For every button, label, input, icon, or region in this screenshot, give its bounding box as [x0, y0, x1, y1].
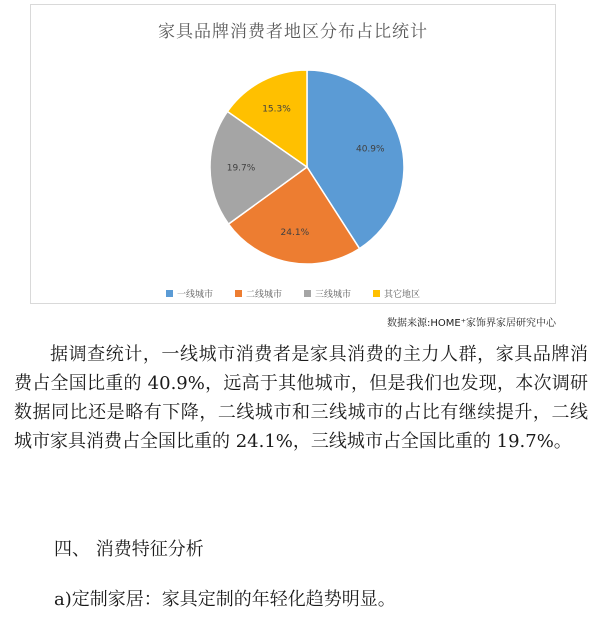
pie-chart — [30, 4, 556, 304]
chart-legend — [31, 287, 555, 300]
legend-swatch — [373, 290, 380, 297]
legend-item-4 — [373, 287, 420, 300]
sub-heading: a)定制家居：家具定制的年轻化趋势明显。 — [54, 589, 396, 610]
legend-swatch — [235, 290, 242, 297]
legend-item-1 — [166, 287, 213, 300]
pie-data-label-3: 19.7% — [226, 163, 256, 174]
legend-swatch — [166, 290, 173, 297]
pie-data-label-2: 24.1% — [280, 227, 310, 238]
legend-label: 三线城市 — [315, 290, 352, 300]
legend-label: 其它地区 — [384, 290, 421, 300]
legend-label: 一线城市 — [176, 290, 213, 300]
legend-label: 二线城市 — [245, 290, 282, 300]
legend-item-2 — [235, 287, 282, 300]
pie-data-label-4: 15.3% — [262, 104, 291, 115]
pie-data-label-1: 40.9% — [355, 144, 385, 155]
section-heading: 四、 消费特征分析 — [54, 539, 204, 560]
legend-item-3 — [304, 287, 351, 300]
pie-svg — [31, 5, 557, 305]
data-source: 数据来源:HOME⁺家饰界家居研究中心 — [387, 318, 556, 329]
body-paragraph: 据调查统计，一线城市消费者是家具消费的主力人群，家具品牌消费占全国比重的 40.9%，远高于其他城市，但是我们也发现，本次调研数据同比还是略有下降，二线城市和三线城市的占比有继续提升，二线城市家具消费占全国比重的 24.1%，三线城市占全国比重的 19.7%。 — [14, 344, 588, 452]
legend-swatch — [304, 290, 311, 297]
chart-title: 家具品牌消费者地区分布占比统计 — [158, 22, 428, 42]
